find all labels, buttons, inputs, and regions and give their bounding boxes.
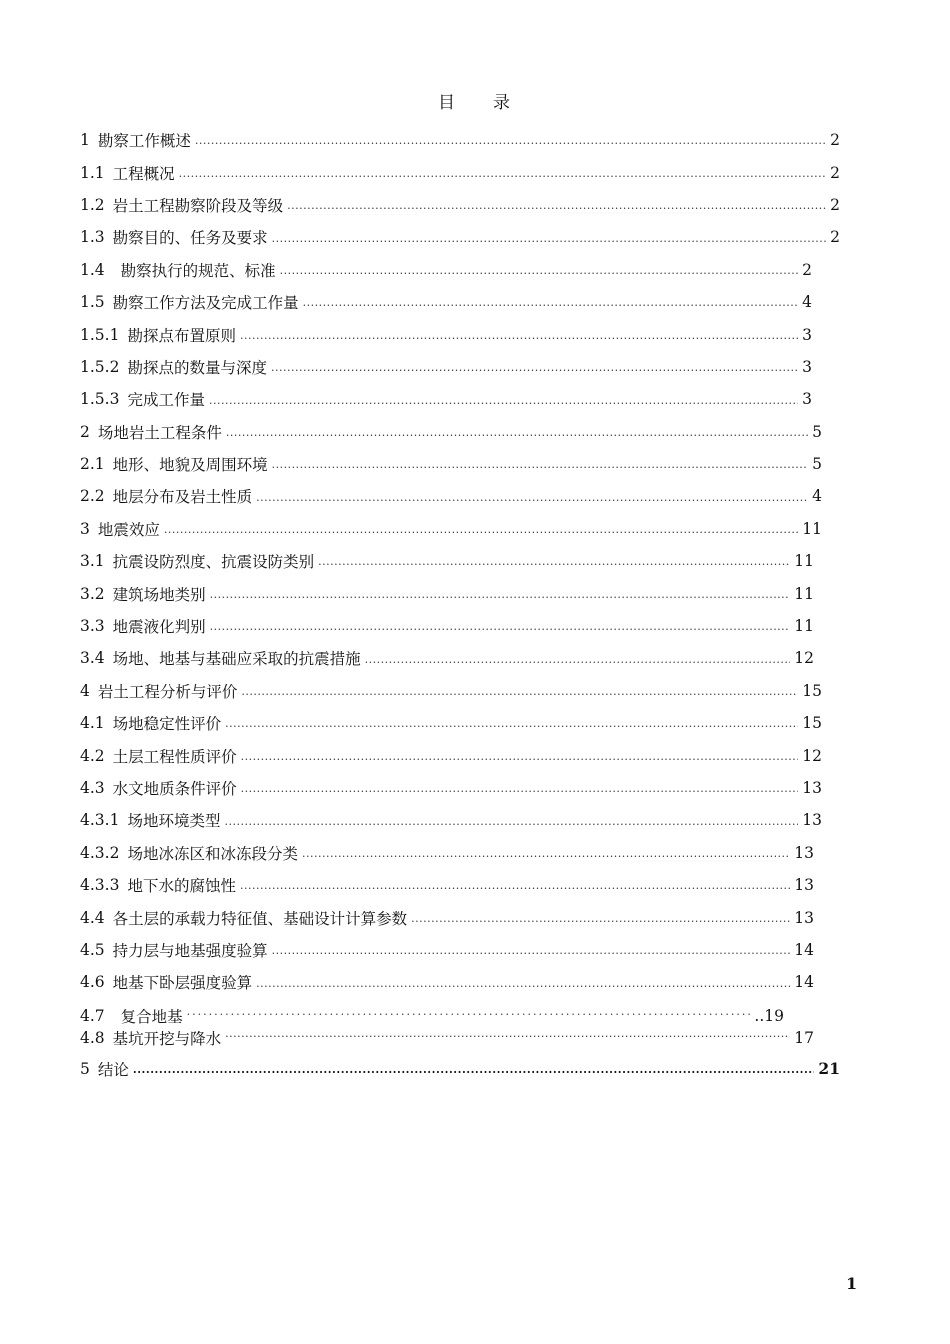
- toc-entry-page: 17: [794, 1028, 814, 1047]
- toc-entry-number: 1.1: [80, 163, 105, 182]
- toc-entry-number: 4.3.1: [80, 811, 120, 830]
- toc-entry-number: 4.1: [80, 714, 105, 733]
- toc-entry-number: 4.8: [80, 1028, 105, 1047]
- toc-entry[interactable]: [80, 1005, 840, 1027]
- toc-entry-page: 13: [794, 876, 814, 895]
- toc-dot-leader: [272, 944, 791, 966]
- toc-entry-title: 持力层与地基强度验算: [112, 941, 268, 960]
- toc-entry[interactable]: [80, 124, 840, 156]
- toc-entry-page: 12: [802, 746, 822, 765]
- toc-dot-leader: [256, 491, 808, 513]
- toc-dot-leader: [272, 458, 808, 480]
- toc-entry-number: 1: [80, 131, 90, 150]
- toc-entry[interactable]: [80, 221, 840, 253]
- toc-entry-page: 14: [794, 940, 814, 959]
- toc-dot-leader: [411, 912, 790, 934]
- toc-entry-number: 3.2: [80, 584, 105, 603]
- toc-dot-leader: [365, 653, 791, 675]
- toc-entry[interactable]: [80, 189, 840, 221]
- toc-entry-number: 4: [80, 681, 90, 700]
- toc-entry-number: 1.5.1: [80, 325, 120, 344]
- toc-entry-title: 场地稳定性评价: [112, 715, 222, 734]
- toc-entry-title: 结论: [97, 1060, 129, 1079]
- toc-entry-page: 3: [802, 325, 812, 344]
- toc-entry[interactable]: [80, 577, 840, 609]
- toc-entry[interactable]: [80, 966, 840, 998]
- toc-entry[interactable]: [80, 448, 840, 480]
- toc-entry-title: 勘探点布置原则: [127, 326, 236, 345]
- toc-entry[interactable]: [80, 901, 840, 933]
- toc-dot-leader: [256, 977, 790, 999]
- toc-entry-page: 11: [794, 584, 814, 603]
- toc-entry-title: 工程概况: [112, 164, 175, 183]
- toc-entry-number: 4.6: [80, 973, 105, 992]
- toc-entry-page: 2: [830, 228, 840, 247]
- toc-entry-page: 12: [794, 649, 814, 668]
- toc-entry-number: 2: [80, 422, 90, 441]
- toc-entry[interactable]: [80, 869, 840, 901]
- toc-entry-page: 11: [794, 617, 814, 636]
- toc-entry-title: 抗震设防烈度、抗震设防类别: [112, 553, 315, 572]
- toc-entry-title: 岩土工程勘察阶段及等级: [112, 196, 284, 215]
- toc-entry-title: 地震液化判别: [112, 618, 206, 637]
- toc-entry-title: 地层分布及岩土性质: [112, 488, 253, 507]
- toc-dot-leader: [210, 588, 791, 610]
- toc-dot-leader: [271, 361, 798, 383]
- toc-entry-title: 复合地基: [120, 1007, 183, 1026]
- toc-entry-title: 水文地质条件评价: [112, 780, 237, 798]
- toc-entry-title: 各土层的承载力特征值、基础设计计算参数: [112, 909, 408, 928]
- toc-entry[interactable]: [80, 156, 840, 188]
- title-left-char: 目: [438, 93, 457, 113]
- toc-entry[interactable]: [80, 318, 840, 350]
- toc-entry-number: 5: [80, 1059, 90, 1078]
- toc-entry-page: 13: [802, 779, 822, 797]
- toc-dot-leader: [225, 1027, 790, 1049]
- toc-entry-title: 岩土工程分析与评价: [97, 682, 238, 701]
- toc-entry-title: 勘察工作方法及完成工作量: [112, 294, 299, 313]
- page-title: [0, 88, 950, 113]
- toc-entry[interactable]: [80, 286, 840, 318]
- toc-dot-leader: [280, 264, 798, 286]
- toc-entry[interactable]: [80, 480, 840, 512]
- toc-dot-leader: [187, 1005, 751, 1027]
- toc-dot-leader: [241, 685, 798, 707]
- toc-entry-page: 15: [802, 681, 822, 700]
- toc-entry-title: 勘察执行的规范、标准: [120, 261, 276, 280]
- toc-dot-leader: [303, 296, 798, 318]
- toc-entry-title: 建筑场地类别: [112, 585, 206, 604]
- toc-entry[interactable]: [80, 513, 840, 545]
- toc-entry-title: 基坑开挖与降水: [112, 1029, 222, 1048]
- toc-entry-page: 2: [802, 260, 812, 279]
- toc-entry-number: 4.2: [80, 746, 105, 765]
- toc-entry-page: 2: [830, 163, 840, 182]
- toc-dot-leader: [302, 847, 790, 869]
- toc-entry-title: 地震效应: [97, 520, 160, 539]
- toc-entry[interactable]: [80, 675, 840, 707]
- toc-entry-title: 勘探点的数量与深度: [127, 358, 267, 377]
- toc-entry-number: 4.7: [80, 1006, 105, 1025]
- page-number: 1: [846, 1274, 858, 1293]
- toc-entry[interactable]: [80, 545, 840, 577]
- toc-dot-leader: [226, 426, 808, 448]
- title-right-char: 录: [493, 93, 512, 113]
- toc-entry-page: 4: [802, 293, 812, 312]
- toc-entry[interactable]: [80, 1027, 840, 1049]
- toc-entry-number: 3.1: [80, 552, 105, 571]
- toc-entry[interactable]: [80, 610, 840, 642]
- toc-entry-page: ..19: [754, 1006, 784, 1025]
- toc-entry-page: 11: [794, 552, 814, 571]
- toc-entry-page: 5: [812, 455, 822, 474]
- table-of-contents: [80, 124, 840, 1085]
- toc-entry-number: 4.3: [80, 779, 105, 797]
- toc-dot-leader: [210, 620, 791, 642]
- toc-entry[interactable]: [80, 837, 840, 869]
- toc-entry-number: 4.5: [80, 940, 105, 959]
- toc-entry[interactable]: [80, 416, 840, 448]
- toc-entry[interactable]: [80, 642, 840, 674]
- toc-entry-page: 2: [830, 195, 840, 214]
- toc-dot-leader: [241, 782, 799, 804]
- toc-entry-page: 3: [802, 357, 812, 376]
- toc-entry-page: 4: [812, 487, 822, 506]
- toc-entry-title: 地基下卧层强度验算: [112, 974, 253, 993]
- toc-entry-number: 4.4: [80, 908, 105, 927]
- toc-entry-page: 13: [794, 843, 814, 862]
- toc-entry[interactable]: [80, 383, 840, 415]
- toc-entry-page: 2: [830, 131, 840, 150]
- toc-entry-page: 13: [794, 908, 814, 927]
- toc-dot-leader: [164, 523, 798, 545]
- toc-entry-number: 1.5: [80, 293, 105, 312]
- toc-entry-number: 1.2: [80, 195, 105, 214]
- toc-entry-number: 1.4: [80, 260, 105, 279]
- toc-entry[interactable]: [80, 707, 840, 739]
- toc-entry[interactable]: [80, 1053, 840, 1085]
- toc-entry-page: 5: [812, 422, 822, 441]
- toc-entry[interactable]: [80, 739, 840, 771]
- toc-entry-page: 15: [802, 714, 822, 733]
- toc-entry-page: 3: [802, 390, 812, 409]
- toc-entry-title: 地下水的腐蚀性: [127, 877, 236, 896]
- toc-entry-title: 场地环境类型: [127, 812, 221, 831]
- toc-dot-leader: [225, 717, 798, 739]
- toc-entry[interactable]: [80, 934, 840, 966]
- toc-entry-page: 14: [794, 973, 814, 992]
- toc-dot-leader: [287, 199, 826, 221]
- toc-entry-page: 11: [802, 519, 822, 538]
- toc-dot-leader: [240, 329, 798, 351]
- toc-entry-number: 3.3: [80, 617, 105, 636]
- toc-dot-leader: [318, 555, 790, 577]
- toc-entry-number: 1.5.2: [80, 357, 120, 376]
- toc-entry-number: 4.3.2: [80, 843, 120, 862]
- toc-dot-leader: [224, 815, 798, 837]
- toc-entry-title: 地形、地貌及周围环境: [112, 456, 268, 475]
- toc-dot-leader: [133, 1063, 815, 1085]
- toc-entry-title: 完成工作量: [127, 391, 205, 410]
- toc-entry-number: 3.4: [80, 649, 105, 668]
- toc-dot-leader: [179, 167, 826, 189]
- toc-dot-leader: [240, 879, 790, 901]
- toc-entry-number: 2.2: [80, 487, 105, 506]
- toc-entry-title: 勘察目的、任务及要求: [112, 229, 268, 248]
- toc-entry-title: 土层工程性质评价: [112, 747, 237, 766]
- toc-entry-page: 13: [802, 811, 822, 830]
- toc-entry-number: 2.1: [80, 455, 105, 474]
- toc-entry-number: 1.5.3: [80, 390, 120, 409]
- toc-entry-title: 场地岩土工程条件: [97, 423, 222, 442]
- toc-entry-number: 1.3: [80, 228, 105, 247]
- toc-entry[interactable]: [80, 254, 840, 286]
- toc-entry[interactable]: [80, 804, 840, 836]
- toc-dot-leader: [209, 394, 798, 416]
- toc-entry-number: 4.3.3: [80, 876, 120, 895]
- toc-entry-title: 勘察工作概述: [97, 132, 191, 151]
- toc-entry[interactable]: [80, 772, 840, 804]
- toc-entry-number: 3: [80, 519, 90, 538]
- toc-entry-title: 场地冰冻区和冰冻段分类: [127, 844, 298, 863]
- toc-dot-leader: [241, 750, 799, 772]
- toc-entry-title: 场地、地基与基础应采取的抗震措施: [112, 650, 361, 669]
- toc-entry-page: 21: [818, 1059, 840, 1079]
- toc-entry[interactable]: [80, 351, 840, 383]
- toc-dot-leader: [272, 232, 826, 254]
- toc-dot-leader: [195, 134, 826, 156]
